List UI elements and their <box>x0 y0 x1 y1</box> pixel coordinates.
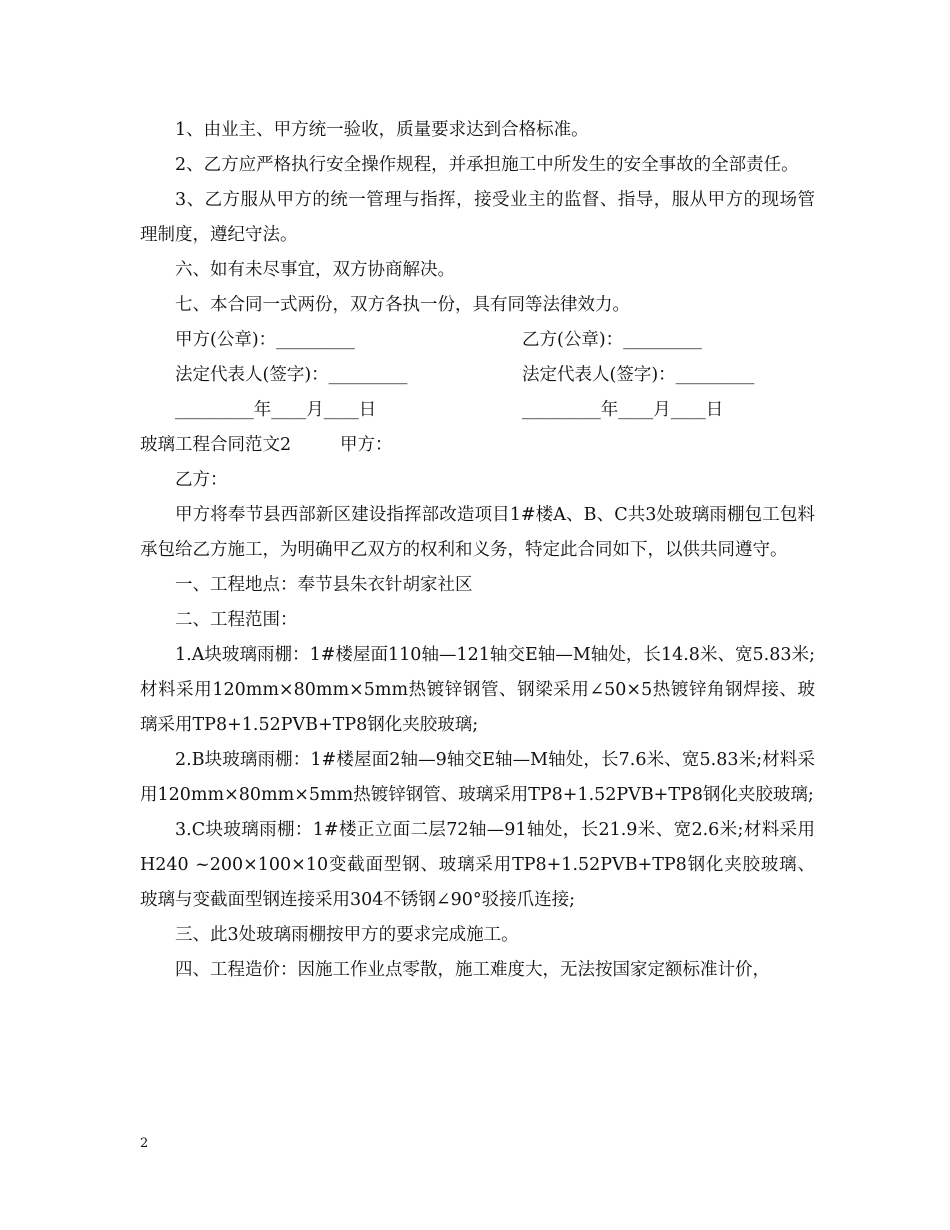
second-contract-party-a: 甲方： <box>340 435 393 455</box>
signature-row-seal <box>140 323 815 358</box>
scope-item-a: 1.A块玻璃雨棚：1#楼屋面110轴—121轴交E轴—M轴处，长14.8米、宽5.83米;材料采用120mm×80mm×5mm热镀锌钢管、钢梁采用∠50×5热镀锌角钢焊接、玻璃采用TP8+1.52PVB+TP8钢化夹胶玻璃; <box>140 645 815 735</box>
page-number: 2 <box>140 1136 149 1151</box>
party-a-representative-field: 法定代表人(签字)：_________ <box>175 365 408 385</box>
clause-location: 一、工程地点：奉节县朱衣针胡家社区 <box>175 575 473 595</box>
clause-acceptance: 1、由业主、甲方统一验收，质量要求达到合格标准。 <box>175 120 589 140</box>
party-a-seal-field: 甲方(公章)：_________ <box>175 330 355 350</box>
clause-completion: 三、此3处玻璃雨棚按甲方的要求完成施工。 <box>175 925 519 945</box>
clause-safety: 2、乙方应严格执行安全操作规程，并承担施工中所发生的安全事故的全部责任。 <box>175 155 799 175</box>
scope-item-c: 3.C块玻璃雨棚：1#楼正立面二层72轴—91轴处，长21.9米、宽2.6米;材料采用H240 ~200×100×10变截面型钢、玻璃采用TP8+1.52PVB+TP8钢化夹胶玻璃、玻璃与变截面型钢连接采用304不锈钢∠90°驳接爪连接; <box>140 820 815 910</box>
signature-row-representative <box>140 358 815 393</box>
document-body <box>140 113 815 988</box>
second-contract-party-b: 乙方： <box>175 470 228 490</box>
scope-item-b: 2.B块玻璃雨棚：1#楼屋面2轴—9轴交E轴—M轴处，长7.6米、宽5.83米;材料采用120mm×80mm×5mm热镀锌钢管、玻璃采用TP8+1.52PVB+TP8钢化夹胶玻璃; <box>140 750 815 805</box>
contract-intro: 甲方将奉节县西部新区建设指挥部改造项目1#楼A、B、C共3处玻璃雨棚包工包料承包给乙方施工，为明确甲乙双方的权利和义务，特定此合同如下，以供共同遵守。 <box>140 505 815 560</box>
clause-scope-heading: 二、工程范围： <box>175 610 298 630</box>
second-contract-title: 玻璃工程合同范文2 <box>140 435 292 455</box>
party-b-representative-field: 法定代表人(签字)：_________ <box>522 365 755 385</box>
second-contract-heading <box>140 428 815 463</box>
clause-seven: 七、本合同一式两份，双方各执一份，具有同等法律效力。 <box>175 295 630 315</box>
clause-six: 六、如有未尽事宜，双方协商解决。 <box>175 260 455 280</box>
clause-management: 3、乙方服从甲方的统一管理与指挥，接受业主的监督、指导，服从甲方的现场管理制度，遵纪守法。 <box>140 190 815 245</box>
party-a-date-field: _________年____月____日 <box>175 400 377 420</box>
signature-row-date <box>140 393 815 428</box>
party-b-date-field: _________年____月____日 <box>522 400 724 420</box>
party-b-seal-field: 乙方(公章)：_________ <box>522 330 702 350</box>
clause-cost: 四、工程造价：因施工作业点零散，施工难度大，无法按国家定额标准计价， <box>175 960 770 980</box>
